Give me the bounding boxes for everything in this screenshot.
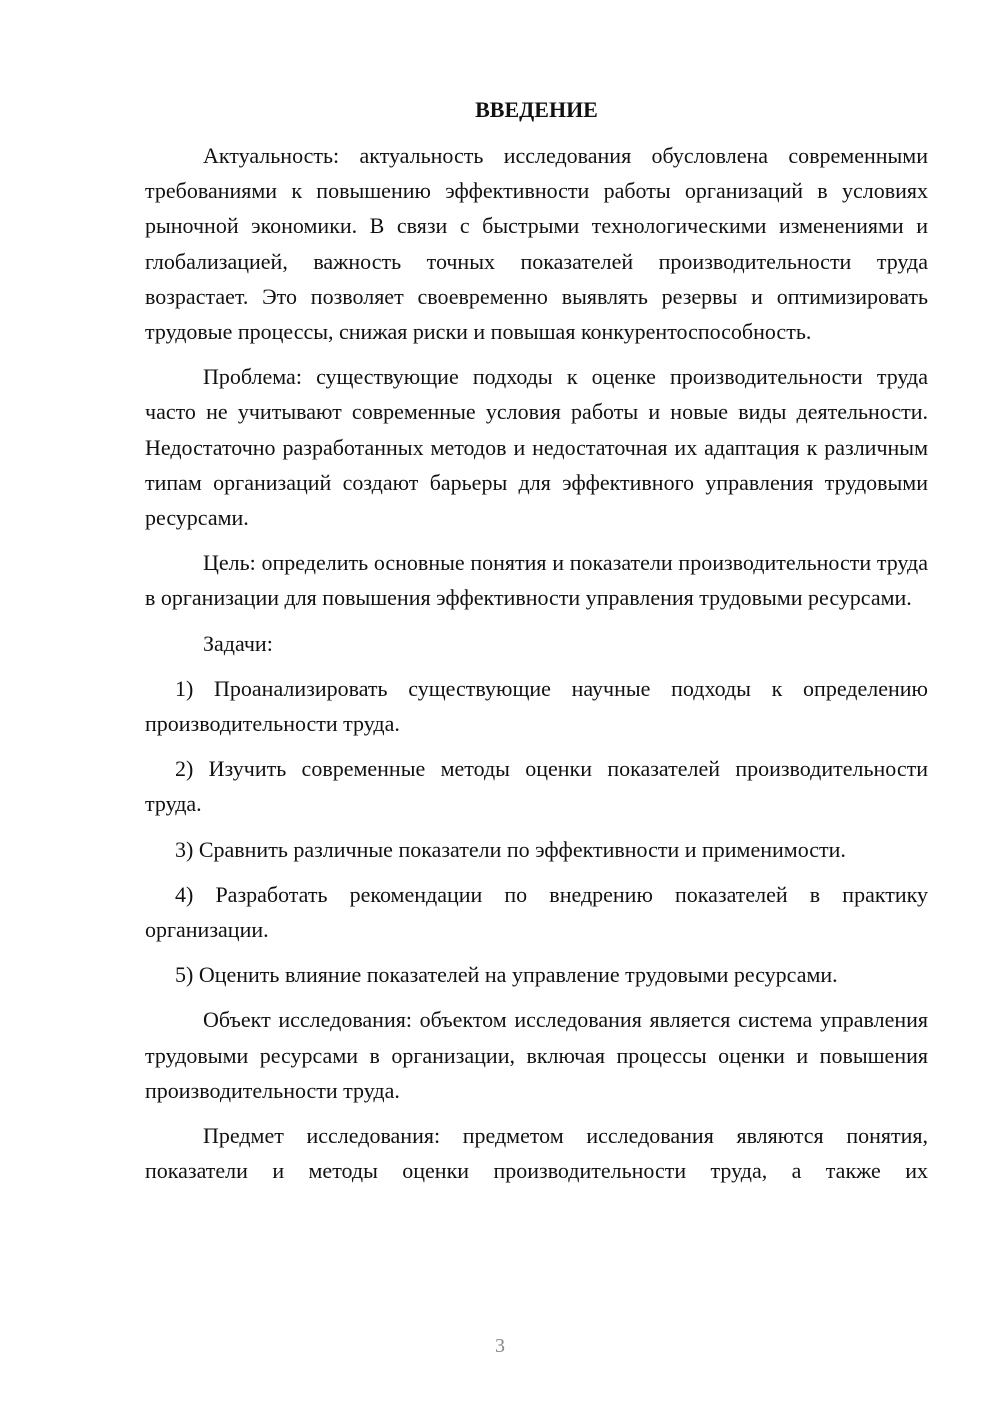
task-item-4: 4) Разработать рекомендации по внедрению показателей в практику организации. xyxy=(145,881,928,943)
task-item-5: 5) Оценить влияние показателей на управление трудовыми ресурсами. xyxy=(175,962,838,988)
paragraph-relevance: Актуальность: актуальность исследования обусловлена современными требованиями к повышению эффективности работы организаций в условиях рыночной экономики. В связи с быстрыми технологическими изменениями и глобализацией, важность точных показателей производительности труда возрастает. Это позволяет своевременно выявлять резервы и оптимизировать трудовые процессы, снижая риски и повышая конкурентоспособность. xyxy=(145,143,928,345)
tasks-heading: Задачи: xyxy=(203,630,273,656)
paragraph-goal: Цель: определить основные понятия и показатели производительности труда в организации для повышения эффективности управления трудовыми ресурсами. xyxy=(145,550,928,611)
paragraph-subject: Предмет исследования: предметом исследования являются понятия, показатели и методы оценки производительности труда, а также их xyxy=(145,1123,928,1184)
document-page xyxy=(145,92,928,1198)
section-title: ВВЕДЕНИЕ xyxy=(475,97,598,122)
page-number: 3 xyxy=(495,1335,505,1357)
paragraph-problem: Проблема: существующие подходы к оценке производительности труда часто не учитывают современные условия работы и новые виды деятельности. Недостаточно разработанных методов и недостаточная их адаптация к различным типам организаций создают барьеры для эффективного управления трудовыми ресурсами. xyxy=(145,364,928,531)
task-item-3: 3) Сравнить различные показатели по эффективности и применимости. xyxy=(175,836,846,862)
paragraph-object: Объект исследования: объектом исследования является система управления трудовыми ресурсами в организации, включая процессы оценки и повышения производительности труда. xyxy=(145,1007,928,1103)
task-item-2: 2) Изучить современные методы оценки показателей производительности труда. xyxy=(145,756,928,817)
task-item-1: 1) Проанализировать существующие научные подходы к определению производительности труда. xyxy=(145,675,928,737)
